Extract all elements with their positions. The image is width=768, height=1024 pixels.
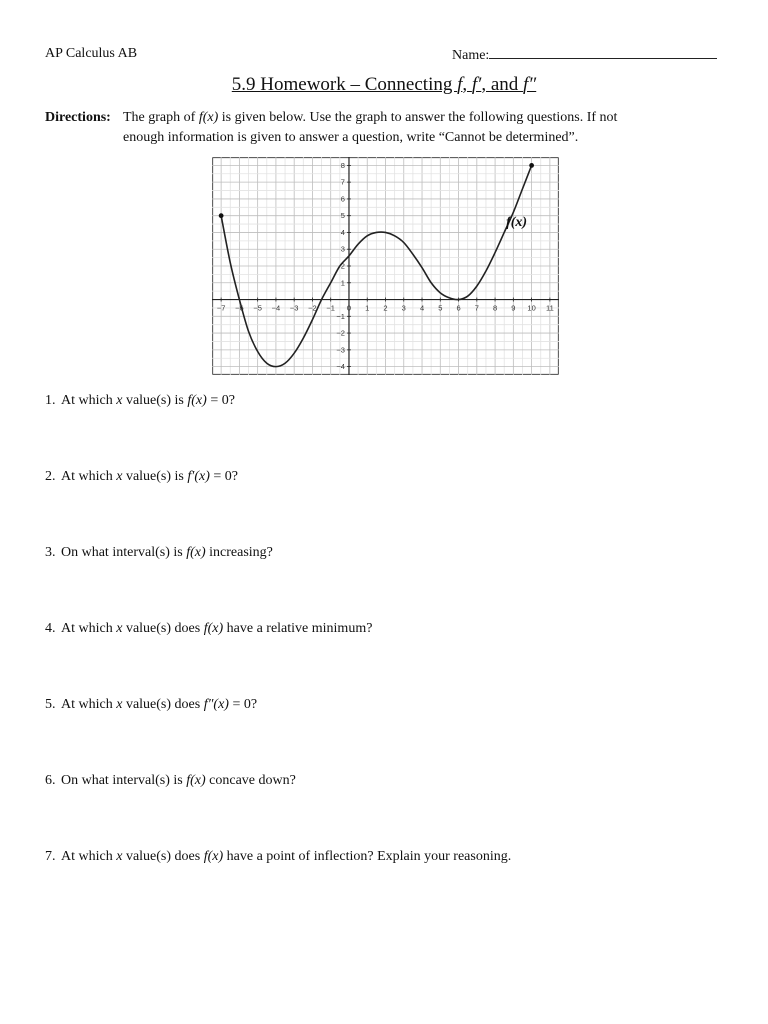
question-1: [45, 393, 235, 409]
y-tick-label: 6: [340, 194, 345, 204]
x-tick-label: 7: [474, 303, 479, 313]
y-tick-label: 1: [340, 278, 345, 288]
y-tick-label: 5: [340, 211, 345, 221]
question-text-part: = 0?: [228, 697, 258, 712]
question-text-part: value(s) does: [122, 697, 204, 712]
question-text-part: x: [116, 849, 123, 864]
question-text-part: f(x): [203, 849, 224, 864]
question-5: [45, 697, 257, 713]
question-text-part: x: [116, 393, 123, 408]
y-tick-label: 2: [340, 261, 345, 271]
x-tick-label: −6: [235, 303, 244, 313]
x-tick-label: −3: [289, 303, 299, 313]
x-tick-label: −2: [308, 303, 317, 313]
page-title: [0, 74, 768, 96]
question-number: 6.: [45, 773, 56, 788]
y-tick-label: −2: [336, 328, 345, 338]
name-label: Name:: [452, 48, 490, 63]
x-tick-label: 9: [511, 303, 516, 313]
question-2: [45, 469, 238, 485]
question-6: [45, 773, 296, 789]
directions-line-1: [123, 108, 683, 128]
question-text-part: value(s) is: [122, 393, 188, 408]
name-blank-line[interactable]: [489, 46, 717, 59]
x-tick-label: −7: [216, 303, 226, 313]
question-number: 3.: [45, 545, 56, 560]
x-tick-label: −4: [271, 303, 281, 313]
x-tick-label: 0: [346, 303, 352, 313]
title-and: , and: [481, 74, 524, 95]
x-tick-label: 5: [438, 303, 443, 313]
question-text-part: At which: [61, 393, 117, 408]
directions-text: [123, 108, 683, 148]
title-prefix: 5.9 Homework – Connecting: [231, 74, 458, 95]
curve-endpoint: [529, 163, 534, 168]
course-name: AP Calculus AB: [45, 46, 138, 61]
question-text-part: At which: [61, 697, 117, 712]
title-f: f: [457, 74, 463, 95]
x-tick-label: 8: [492, 303, 498, 313]
question-text-part: f(x): [186, 773, 206, 788]
question-text-part: value(s) does: [122, 621, 204, 636]
question-3: [45, 545, 273, 561]
directions-fx: f(x): [198, 110, 219, 125]
function-graph: [212, 157, 559, 375]
question-number: 5.: [45, 697, 56, 712]
question-text-part: increasing?: [205, 545, 273, 560]
question-4: [45, 621, 372, 637]
x-tick-label: 4: [419, 303, 425, 313]
question-text-part: On what interval(s) is: [61, 773, 187, 788]
question-text-part: = 0?: [209, 469, 238, 484]
question-text-part: On what interval(s) is: [61, 545, 187, 560]
question-text-part: f(x): [187, 393, 207, 408]
question-text-part: have a point of inflection? Explain your reasoning.: [223, 849, 512, 864]
x-tick-label: −5: [253, 303, 262, 313]
y-tick-label: 3: [340, 244, 345, 254]
x-tick-label: −1: [326, 303, 335, 313]
question-text-part: f(x): [186, 545, 206, 560]
x-tick-label: 2: [383, 303, 388, 313]
question-text-part: At which: [61, 469, 117, 484]
question-text-part: f(x): [203, 621, 224, 636]
y-tick-label: −4: [336, 362, 345, 372]
directions-line-1-start: The graph of: [123, 110, 199, 125]
question-number: 4.: [45, 621, 56, 636]
y-tick-label: 8: [340, 160, 345, 170]
title-comma: ,: [462, 74, 472, 95]
question-text-part: x: [116, 469, 123, 484]
curve-endpoint: [219, 213, 224, 218]
title-f-prime: f′: [471, 74, 482, 95]
question-text-part: At which: [61, 849, 117, 864]
x-tick-label: 6: [456, 303, 461, 313]
directions-label: Directions:: [45, 110, 111, 125]
curve-label: f(x): [506, 214, 528, 230]
question-7: [45, 849, 511, 865]
name-field[interactable]: [452, 46, 717, 64]
question-text-part: At which: [61, 621, 117, 636]
question-text-part: concave down?: [205, 773, 296, 788]
directions-line-1-end: is given below. Use the graph to answer the following questions. If not: [218, 110, 618, 125]
question-text-part: have a relative minimum?: [223, 621, 373, 636]
question-text-part: value(s) is: [122, 469, 188, 484]
question-text-part: = 0?: [206, 393, 235, 408]
question-number: 2.: [45, 469, 56, 484]
y-tick-label: 4: [340, 227, 345, 237]
question-text-part: f″(x): [203, 697, 229, 712]
y-tick-label: −1: [336, 311, 345, 321]
question-number: 1.: [45, 393, 56, 408]
x-tick-label: 1: [365, 303, 370, 313]
title-f-double-prime: f″: [523, 74, 537, 95]
x-tick-label: 10: [527, 303, 536, 313]
question-text-part: x: [116, 697, 123, 712]
question-text-part: f′(x): [187, 469, 210, 484]
x-tick-label: 11: [545, 303, 554, 313]
x-tick-label: 3: [401, 303, 406, 313]
directions-line-2: enough information is given to answer a question, write “Cannot be determined”.: [123, 130, 579, 145]
question-text-part: value(s) does: [122, 849, 204, 864]
y-tick-label: −3: [336, 345, 345, 355]
question-text-part: x: [116, 621, 123, 636]
question-number: 7.: [45, 849, 56, 864]
y-tick-label: 7: [340, 177, 345, 187]
